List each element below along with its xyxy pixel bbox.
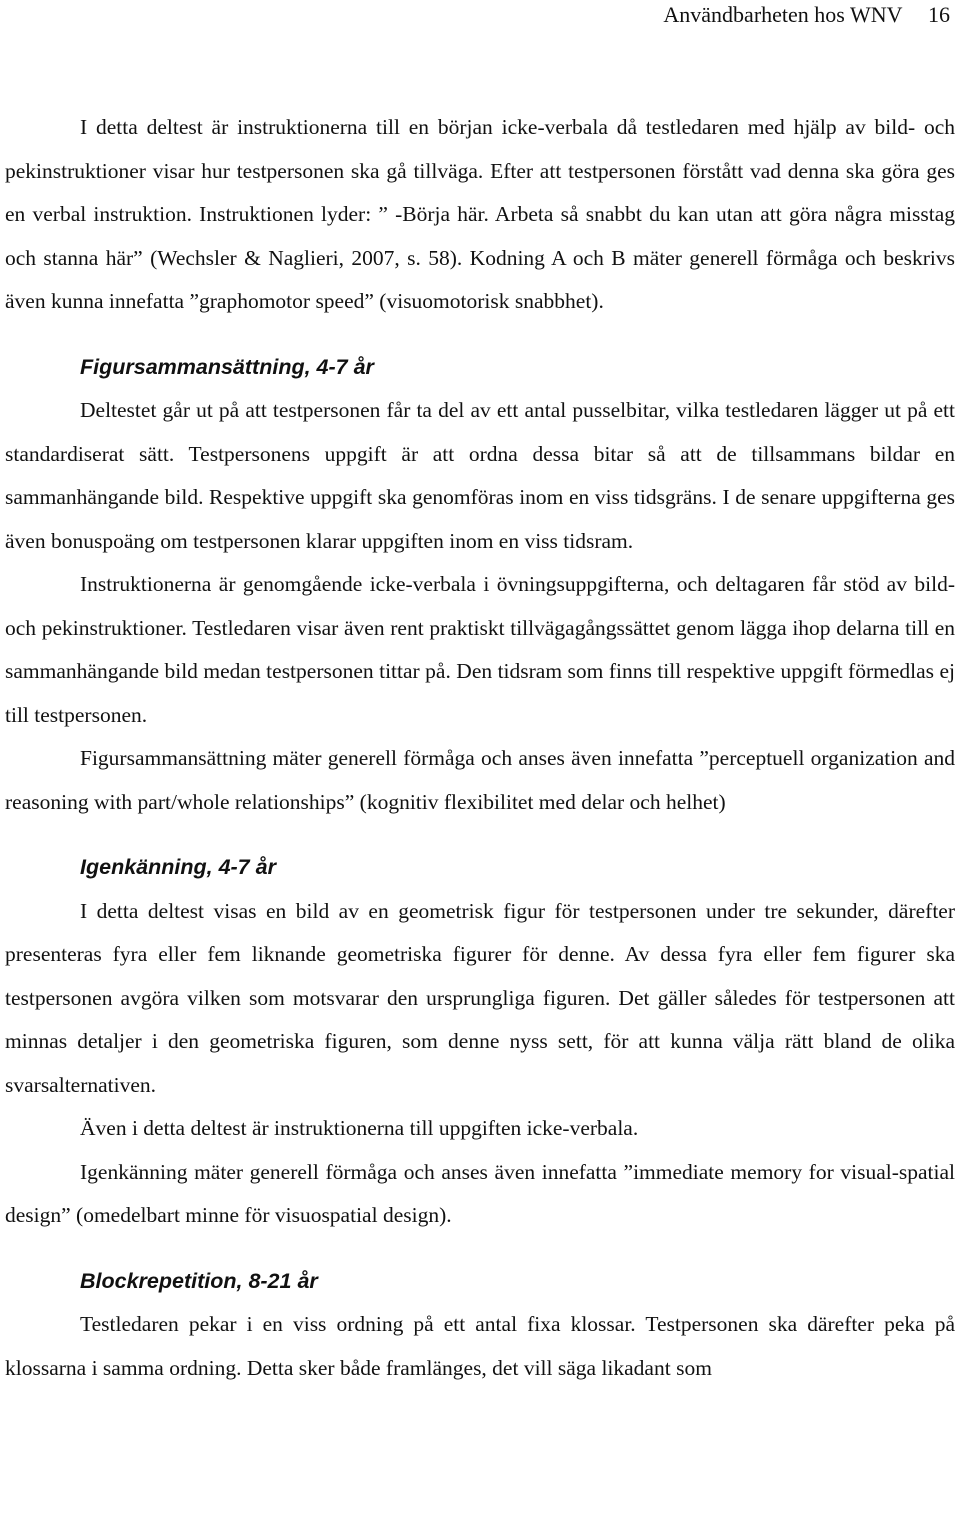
running-header (663, 0, 950, 30)
paragraph: Figursammansättning mäter generell förmåga och anses även innefatta ”perceptuell organization and reasoning with part/whole relationships” (kognitiv flexibilitet med delar och helhet) (5, 746, 955, 814)
running-header-title: Användbarheten hos WNV (663, 2, 903, 27)
section-spacer (5, 1238, 955, 1260)
section-heading: Figursammansättning, 4-7 år (80, 354, 374, 379)
paragraph: Igenkänning mäter generell förmåga och anses även innefatta ”immediate memory for visual-spatial design” (omedelbart minne för visuospatial design). (5, 1159, 955, 1227)
section-spacer (5, 324, 955, 346)
paragraph: Deltestet går ut på att testpersonen får ta del av ett antal pusselbitar, vilka testledaren lägger ut på ett standardiserat sätt. Testpersonens uppgift är att ordna dessa bitar så att de tillsammans bildar en sammanhängande bild. Respektive uppgift ska genomföras inom en viss tidsgräns. I de senare uppgifterna ges även bonuspoäng om testpersonen klarar uppgiften inom en viss tidsram. (5, 398, 955, 553)
page-number: 16 (928, 2, 950, 27)
paragraph: I detta deltest är instruktionerna till en början icke-verbala då testledaren med hjälp av bild- och pekinstruktioner visar hur testpersonen ska gå tillväga. Efter att testpersonen förstått vad denna ska göra ges en verbal instruktion. Instruktionen lyder: ” -Börja här. Arbeta så snabbt du kan utan att göra några misstag och stanna här” (Wechsler & Naglieri, 2007, s. 58). Kodning A och B mäter generell förmåga och beskrivs även kunna innefatta ”graphomotor speed” (visuomotorisk snabbhet). (5, 115, 955, 313)
section-blockrepetition (5, 1260, 955, 1391)
document-body (5, 106, 955, 1390)
paragraph: I detta deltest visas en bild av en geometrisk figur för testpersonen under tre sekunder, därefter presenteras fyra eller fem liknande geometriska figurer för denne. Av dessa fyra eller fem figurer ska testpersonen avgöra vilken som motsvarar den ursprungliga figuren. Det gäller således för testpersonen att minnas detaljer i den geometriska figuren, som denne nyss sett, för att kunna välja rätt bland de olika svarsalternativen. (5, 898, 955, 1097)
section-kodning (5, 106, 955, 324)
section-heading: Blockrepetition, 8-21 år (80, 1268, 318, 1293)
paragraph: Även i detta deltest är instruktionerna till uppgiften icke-verbala. (80, 1116, 639, 1140)
paragraph: Testledaren pekar i en viss ordning på ett antal fixa klossar. Testpersonen ska därefter peka på klossarna i samma ordning. Detta sker både framlänges, det vill säga likadant som (5, 1312, 955, 1380)
paragraph: Instruktionerna är genomgående icke-verbala i övningsuppgifterna, och deltagaren får stöd av bild- och pekinstruktioner. Testledaren visar även rent praktiskt tillvägagångssättet genom lägga ihop delarna till en sammanhängande bild medan testpersonen tittar på. Den tidsram som finns till respektive uppgift förmedlas ej till testpersonen. (5, 572, 955, 727)
section-igenkanning (5, 846, 955, 1238)
section-spacer (5, 824, 955, 846)
section-heading: Igenkänning, 4-7 år (80, 855, 276, 879)
section-figursammansattning (5, 346, 955, 825)
